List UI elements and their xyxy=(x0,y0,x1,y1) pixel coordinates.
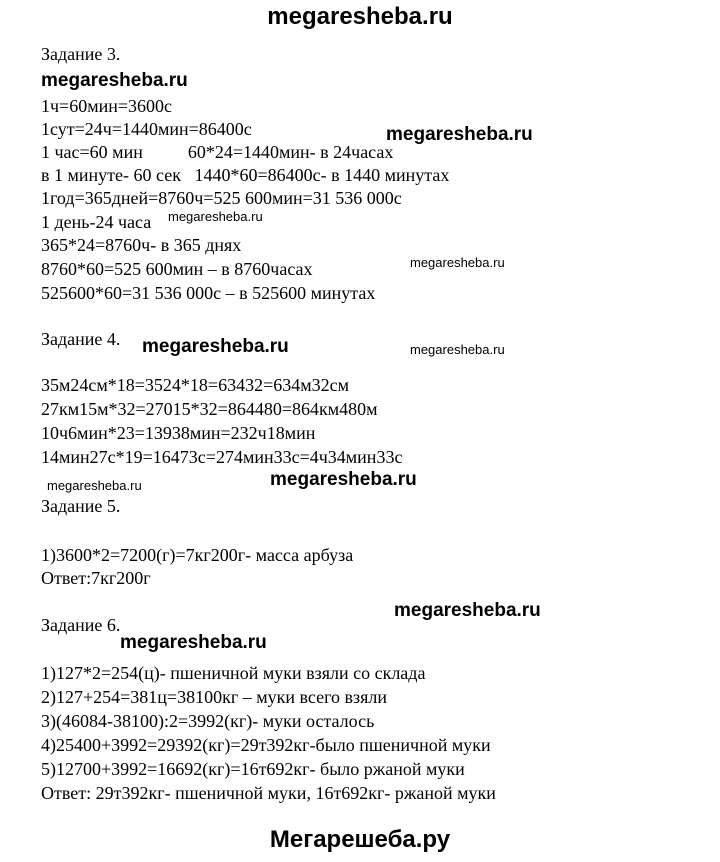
task5-title: Задание 5. xyxy=(41,496,121,516)
watermark: megaresheba.ru xyxy=(410,342,505,357)
watermark: megaresheba.ru xyxy=(270,469,417,490)
task3-line-1: 1ч=60мин=3600с xyxy=(41,96,173,116)
task6-line-6: Ответ: 29т392кг- пшеничной муки, 16т692кг- ржаной муки xyxy=(41,783,496,803)
task6-line-5: 5)12700+3992=16692(кг)=16т692кг- было ржаной муки xyxy=(41,759,465,779)
task3-line-8: 8760*60=525 600мин – в 8760часах xyxy=(41,259,313,279)
task6-line-4: 4)25400+3992=29392(кг)=29т392кг-было пшеничной муки xyxy=(41,735,491,755)
task3-line-4: в 1 минуте- 60 сек 1440*60=86400с- в 1440 минутах xyxy=(41,165,450,185)
task6-line-3: 3)(46084-38100):2=3992(кг)- муки осталось xyxy=(41,711,375,731)
watermark: megaresheba.ru xyxy=(410,255,505,270)
watermark: megaresheba.ru xyxy=(386,124,533,145)
task5-line-2: Ответ:7кг200г xyxy=(41,568,151,588)
task4-line-3: 10ч6мин*23=13938мин=232ч18мин xyxy=(41,423,316,443)
task6-line-1: 1)127*2=254(ц)- пшеничной муки взяли со склада xyxy=(41,663,426,683)
task3-title: Задание 3. xyxy=(41,44,121,64)
task3-line-3: 1 час=60 мин 60*24=1440мин- в 24часах xyxy=(41,142,394,162)
task5-line-1: 1)3600*2=7200(г)=7кг200г- масса арбуза xyxy=(41,545,354,565)
task4-line-1: 35м24см*18=3524*18=63432=634м32см xyxy=(41,375,349,395)
task4-title: Задание 4. xyxy=(41,329,121,349)
task4-line-2: 27км15м*32=27015*32=864480=864км480м xyxy=(41,399,378,419)
task6-line-2: 2)127+254=381ц=38100кг – муки всего взяли xyxy=(41,687,388,707)
site-footer: Мегарешеба.ру xyxy=(269,826,451,853)
task4-line-4: 14мин27с*19=16473с=274мин33с=4ч34мин33с xyxy=(41,447,403,467)
task3-line-5: 1год=365дней=8760ч=525 600мин=31 536 000с xyxy=(41,188,402,208)
watermark: megaresheba.ru xyxy=(120,632,267,653)
task3-line-7: 365*24=8760ч- в 365 днях xyxy=(41,235,242,255)
task3-line-9: 525600*60=31 536 000с – в 525600 минутах xyxy=(41,283,376,303)
task3-line-6: 1 день-24 часа xyxy=(41,212,152,232)
site-header: megaresheba.ru xyxy=(267,3,453,30)
task6-title: Задание 6. xyxy=(41,615,121,635)
watermark: megaresheba.ru xyxy=(394,600,541,621)
watermark: megaresheba.ru xyxy=(142,336,289,357)
task3-line-2: 1сут=24ч=1440мин=86400с xyxy=(41,119,252,139)
watermark: megaresheba.ru xyxy=(41,70,188,91)
watermark: megaresheba.ru xyxy=(47,478,142,493)
watermark: megaresheba.ru xyxy=(168,209,263,224)
